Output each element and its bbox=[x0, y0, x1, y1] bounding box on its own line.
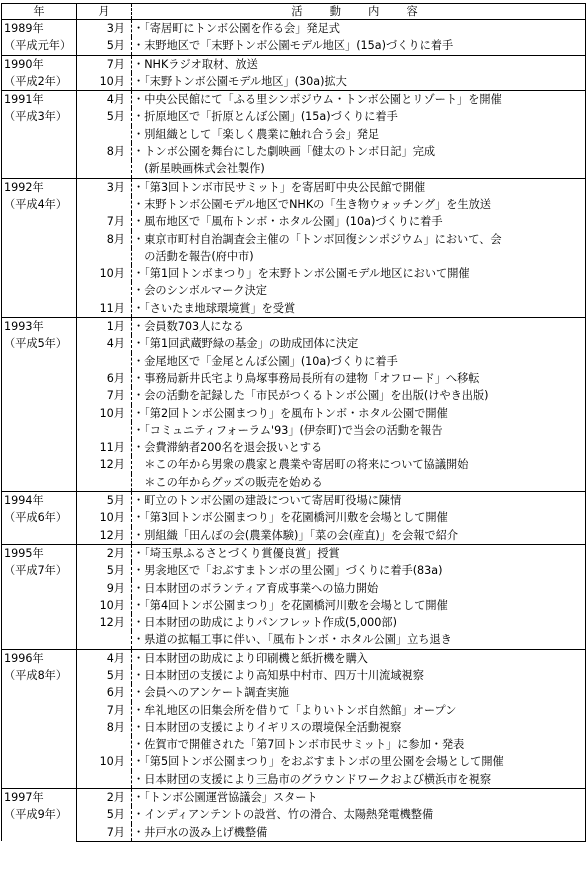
month-cell: 10月 bbox=[77, 405, 132, 422]
activity-cell: ＊この年からグッズの販売を始める bbox=[132, 474, 586, 492]
activity-cell: ・日本財団の支援によりイギリスの環境保全活動視察 bbox=[132, 719, 586, 736]
activity-cell: ・「第1回武蔵野緑の基金」の助成団体に決定 bbox=[132, 335, 586, 352]
activity-cell: ・折原地区で「折原とんぼ公園」(15a)づくりに着手 bbox=[132, 108, 586, 125]
month-cell: 7月 bbox=[77, 213, 132, 230]
month-cell bbox=[77, 353, 132, 370]
activity-cell: ・「トンボ公園運営協議会」スタート bbox=[132, 789, 586, 807]
table-row bbox=[2, 318, 586, 336]
month-cell bbox=[77, 422, 132, 439]
month-cell: 8月 bbox=[77, 143, 132, 160]
table-row bbox=[2, 789, 586, 807]
year-cell bbox=[2, 55, 77, 91]
month-cell: 4月 bbox=[77, 91, 132, 109]
table-row bbox=[2, 55, 586, 73]
activity-cell: ・会費滞納者200名を退会扱いとする bbox=[132, 439, 586, 456]
year-label: 1989年 bbox=[4, 22, 44, 35]
month-cell: 12月 bbox=[77, 456, 132, 473]
era-label: （平成元年） bbox=[4, 39, 72, 53]
activity-cell: ・NHKラジオ取材、放送 bbox=[132, 55, 586, 73]
year-cell bbox=[2, 544, 77, 649]
activity-cell: ・日本財団の支援により高知県中村市、四万十川流域視察 bbox=[132, 667, 586, 684]
table-row bbox=[2, 231, 586, 248]
table-row bbox=[2, 806, 586, 823]
table-row bbox=[2, 649, 586, 667]
month-cell: 6月 bbox=[77, 684, 132, 701]
month-cell bbox=[77, 160, 132, 178]
table-row bbox=[2, 509, 586, 526]
table-row bbox=[2, 824, 586, 842]
year-label: 1994年 bbox=[4, 494, 44, 508]
table-row bbox=[2, 702, 586, 719]
table-row bbox=[2, 196, 586, 213]
table-row bbox=[2, 213, 586, 230]
activity-cell: ・「第4回トンボ公園まつり」を花園橋河川敷を会場として開催 bbox=[132, 597, 586, 614]
table-header-row bbox=[2, 4, 586, 20]
table-row bbox=[2, 492, 586, 510]
header-activity: 活 動 内 容 bbox=[132, 4, 586, 20]
table-row bbox=[2, 282, 586, 299]
month-cell bbox=[77, 474, 132, 492]
era-label: （平成7年） bbox=[4, 564, 68, 578]
activity-cell: ・「第3回トンボ公園まつり」を花園橋河川敷を会場として開催 bbox=[132, 509, 586, 526]
year-cell bbox=[2, 492, 77, 545]
activity-cell: ・会員へのアンケート調査実施 bbox=[132, 684, 586, 701]
month-cell: 5月 bbox=[77, 37, 132, 55]
table-row bbox=[2, 719, 586, 736]
month-cell: 1月 bbox=[77, 318, 132, 336]
table-row bbox=[2, 405, 586, 422]
activity-cell: の活動を報告(府中市) bbox=[132, 248, 586, 265]
month-cell bbox=[77, 126, 132, 143]
activity-cell: ・県道の拡幅工事に伴い、「風布トンボ・ホタル公園」立ち退き bbox=[132, 631, 586, 649]
table-row bbox=[2, 248, 586, 265]
table-row bbox=[2, 456, 586, 473]
table-row bbox=[2, 562, 586, 579]
month-cell: 3月 bbox=[77, 178, 132, 196]
table-row bbox=[2, 544, 586, 562]
era-label: （平成2年） bbox=[4, 74, 68, 88]
month-cell: 5月 bbox=[77, 108, 132, 125]
month-cell: 10月 bbox=[77, 753, 132, 770]
activity-cell: ・末野地区で「末野トンボ公園モデル地区」(15a)づくりに着手 bbox=[132, 37, 586, 55]
activity-cell: ・町立のトンボ公園の建設について寄居町役場に陳情 bbox=[132, 492, 586, 510]
activity-cell: ・会員数703人になる bbox=[132, 318, 586, 336]
table-row bbox=[2, 353, 586, 370]
table-row bbox=[2, 439, 586, 456]
year-cell bbox=[2, 318, 77, 492]
header-month: 月 bbox=[77, 4, 132, 20]
table-row bbox=[2, 631, 586, 649]
activity-cell: ・会のシンボルマーク決定 bbox=[132, 282, 586, 299]
month-cell: 7月 bbox=[77, 702, 132, 719]
era-label: （平成9年） bbox=[4, 808, 68, 822]
month-cell: 4月 bbox=[77, 649, 132, 667]
activity-cell: ・「埼玉県ふるさとづくり賞優良賞」授賞 bbox=[132, 544, 586, 562]
month-cell: 5月 bbox=[77, 562, 132, 579]
month-cell: 12月 bbox=[77, 614, 132, 631]
activity-cell: ・日本財団の助成により印刷機と紙折機を購入 bbox=[132, 649, 586, 667]
table-row bbox=[2, 597, 586, 614]
table-row bbox=[2, 20, 586, 38]
table-row bbox=[2, 614, 586, 631]
activity-cell: ・「末野トンボ公園モデル地区」(30a)拡大 bbox=[132, 73, 586, 91]
activity-cell: ・金尾地区で「金尾とんぼ公園」(10a)づくりに着手 bbox=[132, 353, 586, 370]
activity-cell: ・別組織として「楽しく農業に触れ合う会」発足 bbox=[132, 126, 586, 143]
month-cell: 11月 bbox=[77, 300, 132, 318]
year-cell bbox=[2, 20, 77, 56]
activity-cell: ・東京市町村自治調査会主催の「トンボ回復シンポジウム」において、会 bbox=[132, 231, 586, 248]
activity-cell: ・会の活動を記録した「市民がつくるトンボ公園」を出版(けやき出版) bbox=[132, 387, 586, 404]
month-cell: 10月 bbox=[77, 73, 132, 91]
month-cell bbox=[77, 771, 132, 789]
activity-cell: ・佐賀市で開催された「第7回トンボ市民サミット」に参加・発表 bbox=[132, 736, 586, 753]
activity-cell: ・インディアンテントの設営、竹の滑合、太陽熱発電機整備 bbox=[132, 806, 586, 823]
table-row bbox=[2, 73, 586, 91]
activity-cell: ・風布地区で「風布トンボ・ホタル公園」(10a)づくりに着手 bbox=[132, 213, 586, 230]
year-cell bbox=[2, 91, 77, 178]
year-label: 1996年 bbox=[4, 651, 44, 665]
month-cell: 8月 bbox=[77, 719, 132, 736]
activity-cell: ・「第3回トンボ市民サミット」を寄居町中央公民館で開催 bbox=[132, 178, 586, 196]
table-row bbox=[2, 527, 586, 545]
month-cell bbox=[77, 736, 132, 753]
activity-cell: ＊この年から男衆の農家と農業や寄居町の将来について協議開始 bbox=[132, 456, 586, 473]
activity-cell: ・男衾地区で「おぶすまトンボの里公園」づくりに着手(83a) bbox=[132, 562, 586, 579]
activity-cell: ・「第1回トンボまつり」を末野トンボ公園モデル地区において開催 bbox=[132, 265, 586, 282]
month-cell: 12月 bbox=[77, 527, 132, 545]
month-cell bbox=[77, 248, 132, 265]
table-row bbox=[2, 771, 586, 789]
table-row bbox=[2, 91, 586, 109]
month-cell: 2月 bbox=[77, 544, 132, 562]
table-row bbox=[2, 387, 586, 404]
activity-cell: ・別組織「田んぼの会(農業体験)」「菜の会(産直)」を会報で紹介 bbox=[132, 527, 586, 545]
table-row bbox=[2, 143, 586, 160]
era-label: （平成3年） bbox=[4, 110, 68, 124]
activity-cell: ・「第5回トンボ公園まつり」をおぶすまトンボの里公園を会場として開催 bbox=[132, 753, 586, 770]
year-label: 1997年 bbox=[4, 791, 44, 805]
month-cell: 7月 bbox=[77, 387, 132, 404]
table-row bbox=[2, 370, 586, 387]
activity-cell: ・中央公民館にて「ふる里シンポジウム・トンボ公園とリゾート」を開催 bbox=[132, 91, 586, 109]
month-cell bbox=[77, 282, 132, 299]
year-cell bbox=[2, 789, 77, 842]
table-row bbox=[2, 684, 586, 701]
activity-history-table bbox=[1, 3, 586, 842]
year-label: 1992年 bbox=[4, 180, 44, 194]
month-cell: 4月 bbox=[77, 335, 132, 352]
table-row bbox=[2, 474, 586, 492]
activity-cell: ・「寄居町にトンボ公園を作る会」発足式 bbox=[132, 20, 586, 38]
month-cell bbox=[77, 196, 132, 213]
year-label: 1995年 bbox=[4, 546, 44, 560]
table-row bbox=[2, 265, 586, 282]
table-row bbox=[2, 736, 586, 753]
table-row bbox=[2, 667, 586, 684]
month-cell: 10月 bbox=[77, 509, 132, 526]
month-cell: 3月 bbox=[77, 20, 132, 38]
activity-cell: ・日本財団のボランティア育成事業への協力開始 bbox=[132, 580, 586, 597]
era-label: （平成8年） bbox=[4, 668, 68, 682]
year-label: 1991年 bbox=[4, 93, 44, 107]
month-cell bbox=[77, 631, 132, 649]
activity-cell: ・井戸水の汲み上げ機整備 bbox=[132, 824, 586, 842]
month-cell: 2月 bbox=[77, 789, 132, 807]
year-cell bbox=[2, 649, 77, 788]
table-row bbox=[2, 300, 586, 318]
activity-cell: ・「第2回トンボ公園まつり」を風布トンボ・ホタル公園で開催 bbox=[132, 405, 586, 422]
month-cell: 6月 bbox=[77, 370, 132, 387]
era-label: （平成6年） bbox=[4, 511, 68, 525]
month-cell: 5月 bbox=[77, 806, 132, 823]
activity-cell: ・「コミュニティフォーラム'93」(伊奈町)で当会の活動を報告 bbox=[132, 422, 586, 439]
month-cell: 8月 bbox=[77, 231, 132, 248]
activity-cell: ・事務局新井氏宅より鳥塚事務局長所有の建物「オフロード」へ移転 bbox=[132, 370, 586, 387]
month-cell: 10月 bbox=[77, 265, 132, 282]
month-cell: 7月 bbox=[77, 55, 132, 73]
activity-cell: ・「さいたま地球環境賞」を受賞 bbox=[132, 300, 586, 318]
activity-cell: ・日本財団の助成によりパンフレット作成(5,000部) bbox=[132, 614, 586, 631]
year-label: 1990年 bbox=[4, 57, 44, 71]
month-cell: 10月 bbox=[77, 597, 132, 614]
month-cell: 11月 bbox=[77, 439, 132, 456]
month-cell: 7月 bbox=[77, 824, 132, 842]
table-row bbox=[2, 178, 586, 196]
table-row bbox=[2, 108, 586, 125]
table-row bbox=[2, 37, 586, 55]
month-cell: 9月 bbox=[77, 580, 132, 597]
activity-cell: ・日本財団の支援により三島市のグラウンドワークおよび横浜市を視察 bbox=[132, 771, 586, 789]
table-row bbox=[2, 422, 586, 439]
activity-cell: ・トンボ公園を舞台にした劇映画「健太のトンボ日記」完成 bbox=[132, 143, 586, 160]
table-row bbox=[2, 126, 586, 143]
era-label: （平成5年） bbox=[4, 337, 68, 351]
year-label: 1993年 bbox=[4, 320, 44, 334]
activity-cell: ・末野トンボ公園モデル地区でNHKの「生き物ウォッチング」を生放送 bbox=[132, 196, 586, 213]
era-label: （平成4年） bbox=[4, 197, 68, 211]
table-row bbox=[2, 580, 586, 597]
activity-cell: (新星映画株式会社製作) bbox=[132, 160, 586, 178]
table-row bbox=[2, 160, 586, 178]
activity-cell: ・牟礼地区の旧集会所を借りて「よりいトンボ自然館」オープン bbox=[132, 702, 586, 719]
table-row bbox=[2, 753, 586, 770]
header-year: 年 bbox=[2, 4, 77, 20]
table-row bbox=[2, 335, 586, 352]
month-cell: 5月 bbox=[77, 667, 132, 684]
year-cell bbox=[2, 178, 77, 317]
month-cell: 5月 bbox=[77, 492, 132, 510]
